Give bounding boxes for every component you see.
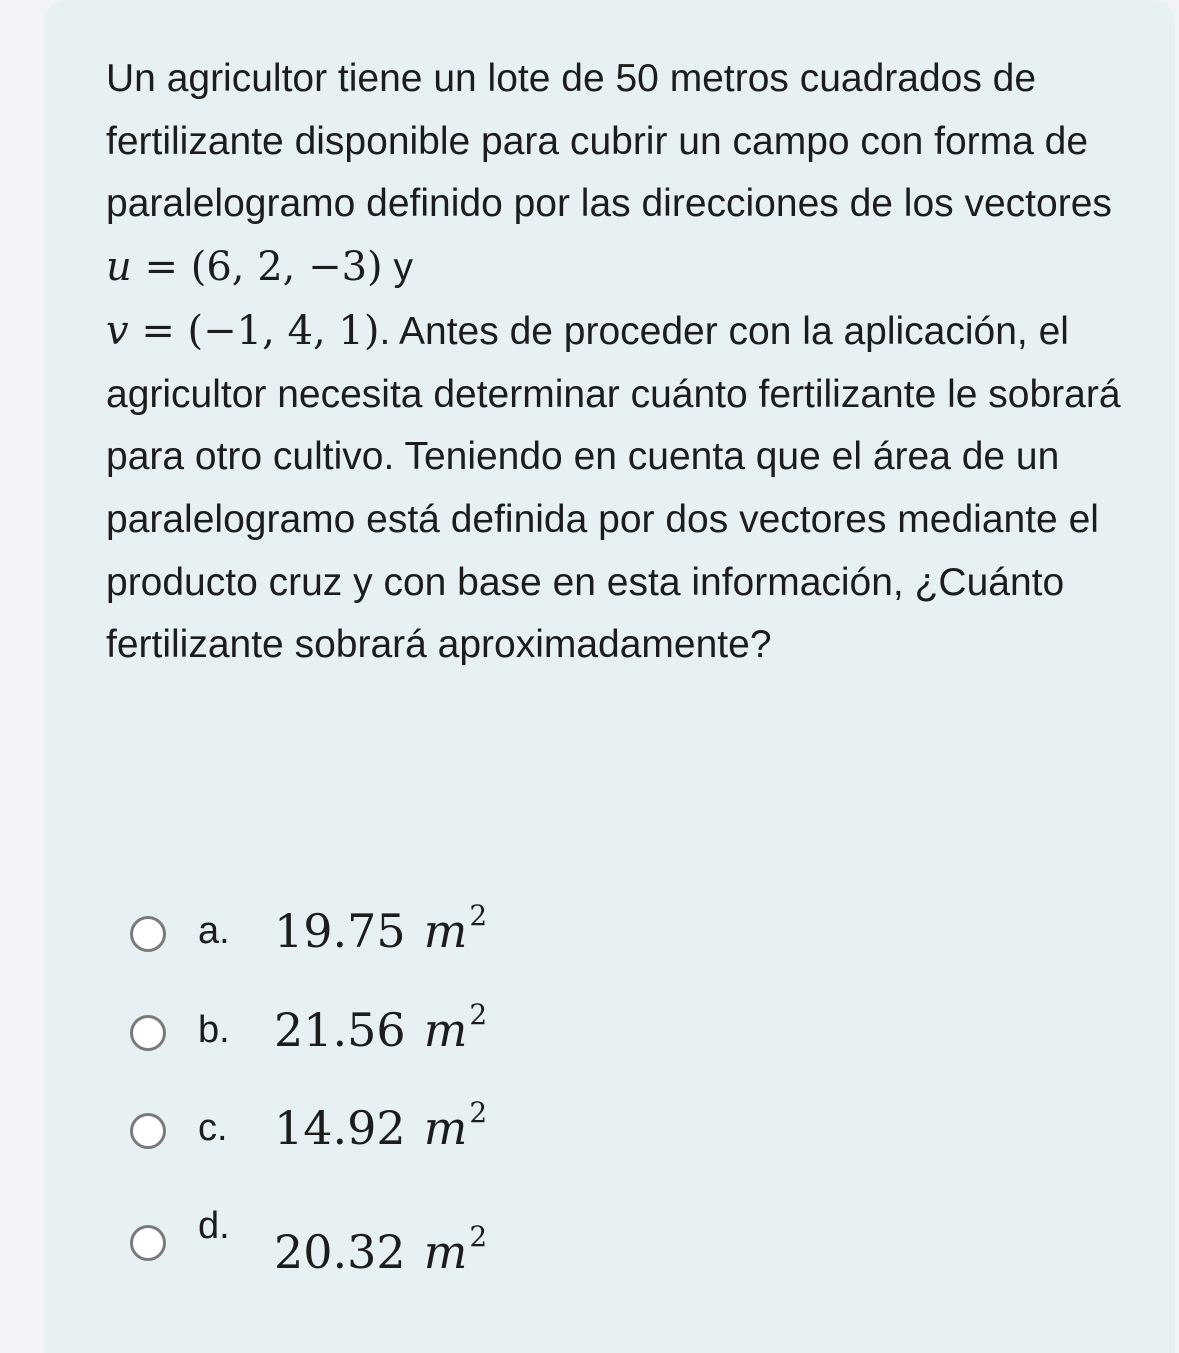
radio-button-b[interactable] [130, 1015, 166, 1051]
option-unit: m [423, 904, 468, 958]
question-text-part2: . Antes de proceder con la aplicación, el agricultor necesita determinar cuánto fertilizante le sobrará para otro cultivo. Teniendo en cuenta que el área de un paralelogramo está definida por dos vectores mediante el producto cruz y con base en esta información, ¿Cuánto fertilizante sobrará aproximadamente? [106, 309, 1121, 667]
option-exponent: 2 [469, 997, 488, 1031]
option-value [274, 898, 488, 958]
vector-u [106, 244, 383, 290]
vector-v [106, 308, 380, 354]
radio-button-a[interactable] [130, 916, 166, 952]
option-exponent: 2 [469, 1095, 488, 1129]
option-letter: b. [198, 1009, 230, 1051]
option-unit: m [423, 1101, 468, 1155]
vector-v-name: v [106, 307, 129, 354]
option-b[interactable] [128, 999, 728, 1069]
radio-button-c[interactable] [130, 1113, 166, 1149]
option-letter: a. [198, 910, 230, 952]
question-text [106, 48, 1146, 677]
option-value [274, 997, 488, 1057]
question-text-part1: Un agricultor tiene un lote de 50 metros cuadrados de fertilizante disponible para cubrir un campo con forma de paralelogramo definido por las direcciones de los vectores [106, 57, 1112, 226]
question-connector: y [382, 246, 413, 290]
vector-u-value: = (6, 2, −3) [131, 244, 383, 291]
option-d[interactable] [128, 1205, 728, 1279]
option-unit: m [423, 1003, 468, 1057]
radio-button-d[interactable] [130, 1225, 166, 1261]
option-number: 20.32 [274, 1225, 406, 1279]
option-exponent: 2 [469, 898, 488, 932]
vector-u-name: u [106, 244, 132, 291]
option-a[interactable] [128, 900, 728, 970]
vector-v-value: = (−1, 4, 1) [128, 307, 380, 354]
option-c[interactable] [128, 1097, 728, 1167]
option-value [274, 1095, 488, 1155]
option-number: 19.75 [274, 904, 406, 958]
option-value [274, 1219, 488, 1279]
option-letter: c. [198, 1107, 228, 1149]
option-number: 14.92 [274, 1101, 406, 1155]
option-exponent: 2 [469, 1219, 488, 1253]
option-unit: m [423, 1225, 468, 1279]
option-letter: d. [198, 1205, 230, 1247]
option-number: 21.56 [274, 1003, 406, 1057]
